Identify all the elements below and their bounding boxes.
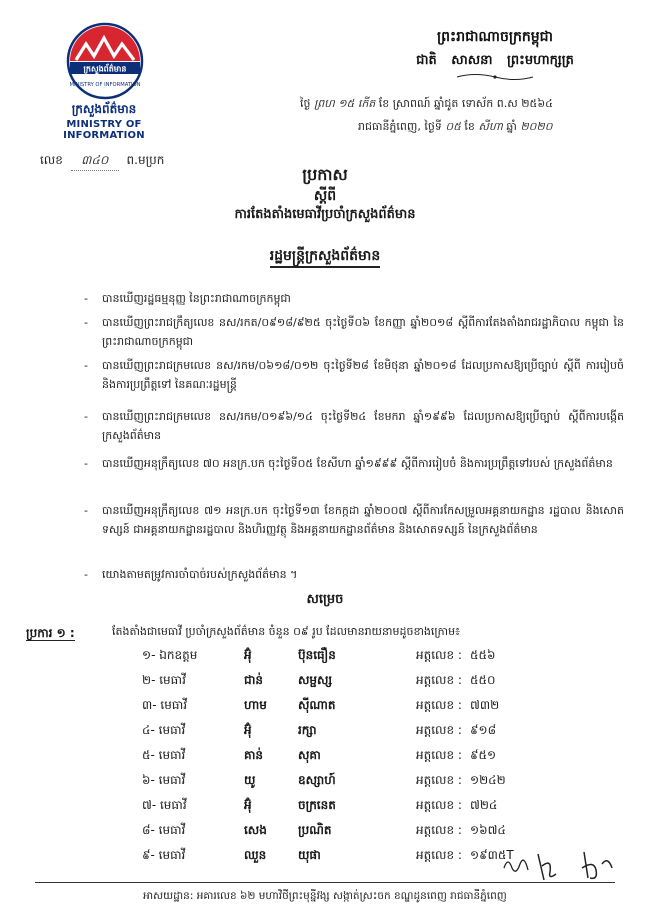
lawyer-row xyxy=(0,722,650,746)
lawyer-id-label: អត្តលេខ : xyxy=(416,773,462,787)
preamble-text: បានឃើញរដ្ឋធម្មនុញ្ញ នៃព្រះរាជាណាចក្រកម្ពុជា xyxy=(102,292,291,305)
preamble-item: - បានឃើញរដ្ឋធម្មនុញ្ញ នៃព្រះរាជាណាចក្រកម្ពុជា xyxy=(84,289,624,308)
preamble-text: យោងតាមតម្រូវការចាំបាច់របស់ក្រសួងព័ត៌មាន ។ xyxy=(102,568,298,581)
lawyer-family-name: គាន់ xyxy=(244,748,264,762)
lawyer-id-label: អត្តលេខ : xyxy=(416,748,462,762)
lawyer-id: ៥៥០ xyxy=(470,673,496,687)
solar-date-line xyxy=(358,120,648,136)
lawyer-id: ១៦៧៤ xyxy=(470,823,506,837)
lawyer-family-name: ឈួន xyxy=(244,848,267,862)
preamble-item: - បានឃើញព្រះរាជក្រមលេខ នស/រកម/០៦១៨/០១២ ចុះថ្ងៃទី២៨ ខែមិថុនា ឆ្នាំ២០១៨ ដែលប្រកាសឱ្យប្រើច្បាប់ ស្ដីពី ការរៀបចំ និងការប្រព្រឹត្តទៅ នៃគណៈរដ្ឋមន្ត្រី xyxy=(84,356,624,394)
lawyer-family-name: ហាម xyxy=(244,698,267,712)
lawyer-rank: ១- ឯកឧត្តម xyxy=(142,648,198,662)
lawyer-id: ៧២៤ xyxy=(470,798,498,812)
ref-number-handwritten: ៣៤០ xyxy=(71,152,119,171)
lawyer-given-name: ឧស្សាហ៍ xyxy=(298,773,336,787)
preamble-text: បានឃើញព្រះរាជក្រមលេខ នស/រកម/០៦១៨/០១២ ចុះថ្ងៃទី២៨ ខែមិថុនា ឆ្នាំ២០១៨ ដែលប្រកាសឱ្យប្រើច្បាប់ ស្ដីពី ការរៀបចំ និងការប្រព្រឹត្តទៅ នៃគណៈរដ្ឋមន្ត្រី xyxy=(102,359,624,391)
lawyer-rank: ៩- មេធាវី xyxy=(142,848,186,862)
lawyer-rank: ៦- មេធាវី xyxy=(142,773,186,787)
lunar-date-line xyxy=(300,97,640,113)
document-about: ស្ដីពី xyxy=(313,188,337,204)
lawyer-id-label: អត្តលេខ : xyxy=(416,723,462,737)
solar-date-month-label: ខែ xyxy=(464,120,475,133)
preamble-text: បានឃើញព្រះរាជក្រមលេខ នស/រកម/០១៩៦/១៤ ចុះថ្ងៃទី២៤ ខែមករា ឆ្នាំ១៩៩៦ ដែលប្រកាសឱ្យប្រើច្បាប់ ស្ដីពីការបង្កើតក្រសួងព័ត៌មាន xyxy=(102,410,624,442)
lawyer-rank: ៨- មេធាវី xyxy=(142,823,186,837)
logo-text: ក្រសួងព័ត៌មាន xyxy=(83,64,127,74)
preamble-item: - បានឃើញអនុក្រឹត្យលេខ ៧១ អនក្រ.បក ចុះថ្ងៃទី១៣ ខែកក្កដា ឆ្នាំ២០០៧ ស្ដីពីការកែសម្រួលអគ្គនាយកដ្ឋាន រដ្ឋបាល និងសោតទស្សន៍ ជាអគ្គនាយកដ្ឋានរដ្ឋបាល និងហិរញ្ញវត្ថុ និងអគ្គនាយកដ្ឋានព័ត៌មាន និងសោតទស្សន៍ នៃក្រសួងព័ត៌មាន xyxy=(84,501,624,539)
lawyer-row xyxy=(0,822,650,846)
preamble-item: - យោងតាមតម្រូវការចាំបាច់របស់ក្រសួងព័ត៌មាន ។ xyxy=(84,565,624,584)
document-subject: ការតែងតាំងមេធាវីប្រចាំក្រសួងព័ត៌មាន xyxy=(234,207,416,222)
lawyer-row xyxy=(0,747,650,771)
lawyer-id-label: អត្តលេខ : xyxy=(416,823,462,837)
ministry-name-english: MINISTRY OF INFORMATION xyxy=(63,119,145,141)
solar-date-day: ០៥ xyxy=(445,120,461,133)
lawyer-family-name: អ៊ុំ xyxy=(244,648,252,662)
lawyer-row xyxy=(0,772,650,796)
lawyer-id: ៥៥៦ xyxy=(470,648,496,662)
national-motto: ជាតិ សាសនា ព្រះមហាក្សត្រ xyxy=(416,53,574,68)
lawyer-rank: ៤- មេធាវី xyxy=(142,723,186,737)
handwritten-initials xyxy=(498,846,628,886)
lawyer-given-name: ប្រណិត xyxy=(298,823,332,837)
lawyer-given-name: សុគា xyxy=(298,748,321,762)
lawyer-id-label: អត្តលេខ : xyxy=(416,798,462,812)
preamble-item: - បានឃើញព្រះរាជក្រមលេខ នស/រកម/០១៩៦/១៤ ចុះថ្ងៃទី២៤ ខែមករា ឆ្នាំ១៩៩៦ ដែលប្រកាសឱ្យប្រើច្បាប់ ស្ដីពីការបង្កើតក្រសួងព័ត៌មាន xyxy=(84,407,624,445)
lawyer-id: ៧៣២ xyxy=(470,698,500,712)
ministry-name-khmer: ក្រសួងព័ត៌មាន xyxy=(71,102,137,116)
lawyer-row xyxy=(0,672,650,696)
preamble-item: - បានឃើញព្រះរាជក្រឹត្យលេខ នស/រកត/០៩១៨/៩២៥ ចុះថ្ងៃទី០៦ ខែកញ្ញា ឆ្នាំ២០១៨ ស្ដីពីការតែងតាំងរាជរដ្ឋាភិបាល កម្ពុជា នៃព្រះរាជាណាចក្រកម្ពុជា xyxy=(84,313,624,351)
lawyer-id: ១២៤២ xyxy=(470,773,506,787)
lawyer-given-name: សម្ផស្ស xyxy=(298,673,333,687)
lawyer-id-label: អត្តលេខ : xyxy=(416,648,462,662)
article-label xyxy=(26,625,75,643)
lawyer-given-name: រក្សា xyxy=(298,723,317,737)
ref-suffix: ព.មប្រក xyxy=(126,153,165,167)
footer-divider xyxy=(35,882,615,883)
preamble-text: បានឃើញអនុក្រឹត្យលេខ ៧១ អនក្រ.បក ចុះថ្ងៃទី១៣ ខែកក្កដា ឆ្នាំ២០០៧ ស្ដីពីការកែសម្រួលអគ្គនាយកដ្ឋាន រដ្ឋបាល និងសោតទស្សន៍ ជាអគ្គនាយកដ្ឋានរដ្ឋបាល និងហិរញ្ញវត្ថុ និងអគ្គនាយកដ្ឋានព័ត៌មាន និងសោតទស្សន៍ នៃក្រសួងព័ត៌មាន xyxy=(102,504,624,536)
lawyer-rank: ៧- មេធាវី xyxy=(142,798,187,812)
lawyer-family-name: យូ xyxy=(244,773,256,787)
lawyer-id: ៩១៨ xyxy=(470,723,497,737)
decision-heading: សម្រេច xyxy=(306,592,344,607)
issuer-text: រដ្ឋមន្ត្រីក្រសួងព័ត៌មាន xyxy=(270,248,381,268)
solar-date-year: ២០២០ xyxy=(520,120,553,133)
lawyer-id-label: អត្តលេខ : xyxy=(416,673,462,687)
kingdom-heading: ព្រះរាជាណាចក្រកម្ពុជា xyxy=(436,29,553,45)
lunar-date-handwritten: ព្រហ ១៥ កើត xyxy=(313,97,376,110)
lawyer-row xyxy=(0,647,650,671)
preamble-item: - បានឃើញអនុក្រឹត្យលេខ ៧០ អនក្រ.បក ចុះថ្ងៃទី០៥ ខែសីហា ឆ្នាំ១៩៩៩ ស្ដីពីការរៀបចំ និងការប្រព្រឹត្តទៅរបស់ ក្រសួងព័ត៌មាន xyxy=(84,454,624,473)
lawyer-family-name: ជាន់ xyxy=(244,673,264,687)
logo-ring-text: MINISTRY OF INFORMATION xyxy=(69,82,141,88)
lawyer-family-name: អ៊ុំ xyxy=(244,798,252,812)
lawyer-rank: ៣- មេធាវី xyxy=(142,698,188,712)
lunar-date-prefix: ថ្ងៃ xyxy=(300,97,311,110)
solar-date-year-label: ឆ្នាំ xyxy=(506,120,517,133)
issuer-heading xyxy=(0,246,650,267)
solar-date-prefix: រាជធានីភ្នំពេញ, ថ្ងៃទី xyxy=(358,120,442,133)
article-text: តែងតាំងជាមេធាវី ប្រចាំក្រសួងព័ត៌មាន ចំនួន ០៩ រូប ដែលមានរាយនាមដូចខាងក្រោម៖ xyxy=(112,625,460,638)
preamble-text: បានឃើញព្រះរាជក្រឹត្យលេខ នស/រកត/០៩១៨/៩២៥ ចុះថ្ងៃទី០៦ ខែកញ្ញា ឆ្នាំ២០១៨ ស្ដីពីការតែងតាំងរាជរដ្ឋាភិបាល កម្ពុជា នៃព្រះរាជាណាចក្រកម្ពុជា xyxy=(102,316,624,348)
ministry-logo xyxy=(56,22,154,100)
lawyer-rank: ៥- មេធាវី xyxy=(142,748,186,762)
lawyer-id: ៩៥១ xyxy=(470,748,497,762)
lawyer-given-name: ប៊ុនធឿន xyxy=(298,648,336,662)
lawyer-rank: ២- មេធាវី xyxy=(142,673,186,687)
footer-address: អាសយដ្ឋាន: អគារលេខ ៦២ មហាវិថីព្រះមុន្នីវង្ស សង្កាត់ស្រះចក ខណ្ឌដូនពេញ រាជធានីភ្នំពេញ xyxy=(143,890,507,902)
ref-label: លេខ xyxy=(40,153,63,167)
document-type: ប្រកាស xyxy=(302,165,348,184)
lawyer-id-label: អត្តលេខ : xyxy=(416,698,462,712)
lawyer-id: ១៩៣៥T xyxy=(470,848,514,862)
solar-date-month: សីហា xyxy=(478,120,503,133)
lawyer-family-name: សេង xyxy=(244,823,267,837)
lawyer-given-name: ចក្រនេត xyxy=(298,798,336,812)
lawyer-row xyxy=(0,797,650,821)
preamble-text: បានឃើញអនុក្រឹត្យលេខ ៧០ អនក្រ.បក ចុះថ្ងៃទី០៥ ខែសីហា ឆ្នាំ១៩៩៩ ស្ដីពីការរៀបចំ និងការប្រព្រឹត្តទៅរបស់ ក្រសួងព័ត៌មាន xyxy=(102,457,613,470)
lunar-date-rest: ខែ ស្រាពណ៍ ឆ្នាំជូត ទោស័ក ព.ស ២៥៦៤ xyxy=(378,97,553,110)
motto-ornament xyxy=(455,72,535,82)
lawyer-row xyxy=(0,697,650,721)
lawyer-family-name: អ៊ុំ xyxy=(244,723,252,737)
lawyer-id-label: អត្តលេខ : xyxy=(416,848,462,862)
lawyer-given-name: យុផា xyxy=(298,848,321,862)
article-label-text: ប្រការ ១ : xyxy=(26,626,75,640)
lawyer-given-name: ស៊ីណាត xyxy=(298,698,336,712)
